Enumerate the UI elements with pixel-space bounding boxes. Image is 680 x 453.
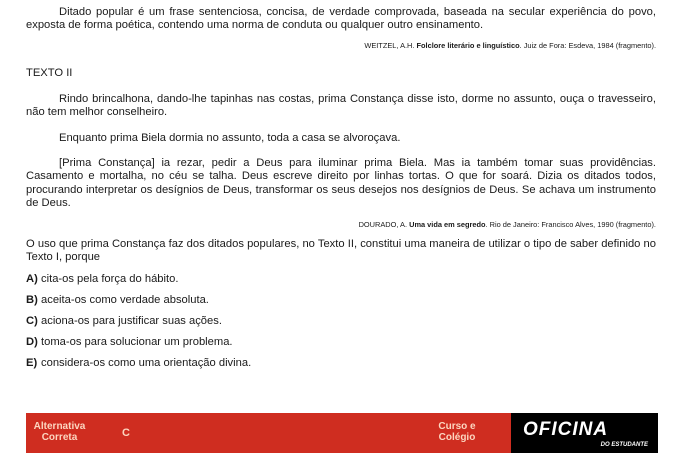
citation-rest: . Rio de Janeiro: Francisco Alves, 1990 (fragmento). (485, 219, 656, 229)
option-letter: C) (26, 315, 38, 328)
answer-label-line2: Correta (41, 432, 78, 443)
texto1-citation (26, 41, 656, 51)
question-stem: O uso que prima Constança faz dos ditados populares, no Texto II, constitui uma maneira de utilizar o tipo de saber definido no Texto I, porque (26, 237, 656, 264)
option-d[interactable] (26, 335, 656, 356)
document-body (26, 0, 656, 377)
answer-label-line1: Alternativa (33, 421, 86, 432)
texto2-paragraph-1: Rindo brincalhona, dando-lhe tapinhas nas costas, prima Constança disse isto, dorme no assunto, ouça o travesseiro, não tem melhor conselheiro. (26, 92, 656, 119)
option-b[interactable] (26, 293, 656, 314)
option-text: aceita-os como verdade absoluta. (41, 294, 209, 307)
logo-text: OFICINA (523, 419, 609, 440)
oficina-logo (511, 413, 658, 453)
citation-title: Uma vida em segredo (409, 219, 486, 229)
option-c[interactable] (26, 314, 656, 335)
texto2-heading: TEXTO II (26, 66, 73, 79)
option-a[interactable] (26, 272, 656, 293)
answer-value: C (122, 427, 130, 439)
option-text: aciona-os para justificar suas ações. (41, 315, 222, 328)
answer-options (26, 272, 656, 377)
option-letter: E) (26, 357, 38, 370)
option-letter: D) (26, 336, 38, 349)
texto1-paragraph: Ditado popular é um frase sentenciosa, concisa, de verdade comprovada, baseada na secular experiência do povo, exposta de forma poética, contendo uma norma de conduta ou qualquer outro ensinamento. (26, 6, 656, 32)
citation-title: Folclore literário e linguístico (416, 40, 520, 50)
citation-rest: . Juiz de Fora: Esdeva, 1984 (fragmento). (519, 40, 656, 50)
source-label (432, 421, 482, 443)
answer-footer-bar (26, 413, 658, 453)
option-letter: B) (26, 294, 38, 307)
option-text: toma-os para solucionar um problema. (41, 336, 233, 349)
option-text: considera-os como uma orientação divina. (41, 357, 252, 370)
option-letter: A) (26, 273, 38, 286)
source-label-line2: Colégio (438, 432, 476, 443)
texto2-citation (26, 220, 656, 230)
texto2-paragraph-3: [Prima Constança] ia rezar, pedir a Deus para iluminar prima Biela. Mas ia também tomar suas providências. Casamento e mortalha, no céu se talha. Deus escreve direito por linhas tortas. O que for soará. Dizia os ditados todos, procurando interpretar os desígnios de Deus, transformar os seus desejos nos desígnios de Deus. Se achava um instrumento de Deus. (26, 157, 656, 210)
option-e[interactable] (26, 356, 656, 377)
texto2-paragraph-2: Enquanto prima Biela dormia no assunto, toda a casa se alvoroçava. (59, 131, 401, 144)
answer-label (32, 421, 87, 443)
citation-author: WEITZEL, A.H. (364, 40, 415, 50)
logo-subtext: DO ESTUDANTE (600, 442, 648, 448)
citation-author: DOURADO, A. (358, 219, 408, 229)
source-label-line1: Curso e (438, 421, 476, 432)
option-text: cita-os pela força do hábito. (41, 273, 179, 286)
